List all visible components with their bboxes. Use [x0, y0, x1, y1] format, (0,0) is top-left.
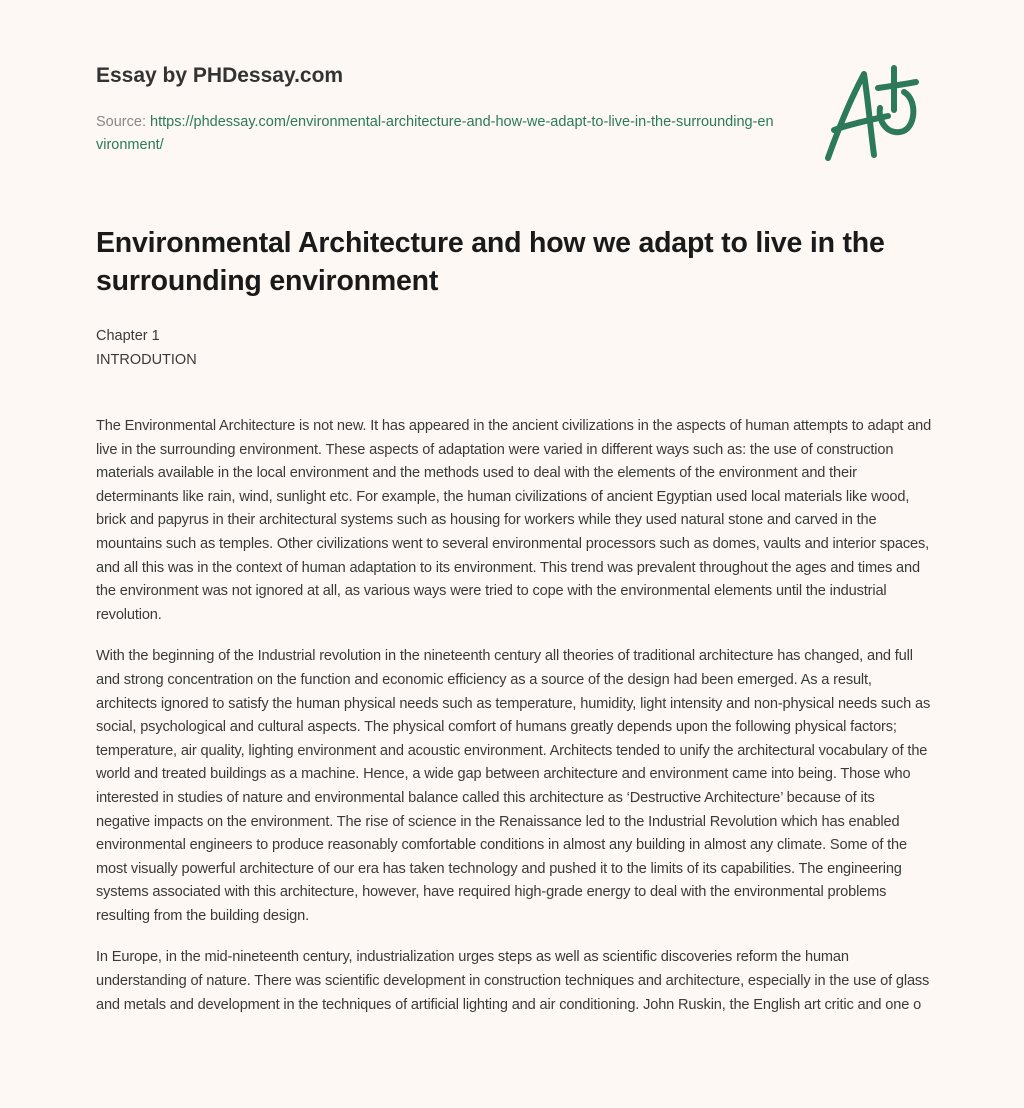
- paragraph: The Environmental Architecture is not new. It has appeared in the ancient civilizations in the aspects of human attempts to adapt and live in the surrounding environment. These aspects of adaptation were varied in different ways such as: the use of construction materials available in the local environment and the methods used to deal with the elements of the environment and their determinants like rain, wind, sunlight etc. For example, the human civilizations of ancient Egyptian used local materials like wood, brick and papyrus in their architectural systems such as housing for workers while they used natural stone and carved in the mountains such as temples. Other civilizations went to several environmental processors such as domes, vaults and interior spaces, and all this was in the context of human adaptation to its environment. This trend was prevalent throughout the ages and times and the environment was not ignored at all, as various ways were tried to cope with the environmental elements until the industrial revolution.: [96, 418, 932, 623]
- chapter-heading: [96, 325, 197, 372]
- source-link[interactable]: https://phdessay.com/environmental-architecture-and-how-we-adapt-to-live-in-the-surrounding-environment/: [96, 114, 774, 153]
- paragraph: With the beginning of the Industrial revolution in the nineteenth century all theories of traditional architecture has changed, and full and strong concentration on the function and economic efficiency as a source of the design had been emerged. As a result, architects ignored to satisfy the human physical needs such as temperature, humidity, light intensity and non-physical needs such as social, psychological and cultural aspects. The physical comfort of humans greatly depends upon the following physical factors; temperature, air quality, lighting environment and acoustic environment. Architects tended to unify the architectural vocabulary of the world and treated buildings as a machine. Hence, a wide gap between architecture and environment came into being. Those who interested in studies of nature and environmental balance called this architecture as ‘Destructive Architecture’ because of its negative impacts on the environment. The rise of science in the Renaissance led to the Industrial Revolution which has enabled environmental engineers to produce reasonably comfortable conditions in almost any building in almost any climate. Some of the most visually powerful architecture of our era has taken technology and pushed it to the limits of its capabilities. The engineering systems associated with this architecture, however, have required high-grade energy to deal with the environmental problems resulting from the building design.: [96, 648, 931, 924]
- essay-body: [96, 415, 932, 1035]
- source-label: Source:: [96, 114, 146, 130]
- source-line: [96, 111, 776, 157]
- section-label: INTRODUTION: [96, 351, 197, 368]
- chapter-label: Chapter 1: [96, 328, 160, 344]
- site-brand: Essay by PHDessay.com: [96, 64, 344, 87]
- essay-title: Environmental Architecture and how we adapt to live in the surrounding environment: [96, 227, 885, 297]
- a-plus-logo: [820, 60, 930, 165]
- paragraph: In Europe, in the mid-nineteenth century, industrialization urges steps as well as scientific discoveries reform the human understanding of nature. There was scientific development in construction techniques and architecture, especially in the use of glass and metals and development in the techniques of artificial lighting and air conditioning. John Ruskin, the English art critic and one o: [96, 949, 930, 1013]
